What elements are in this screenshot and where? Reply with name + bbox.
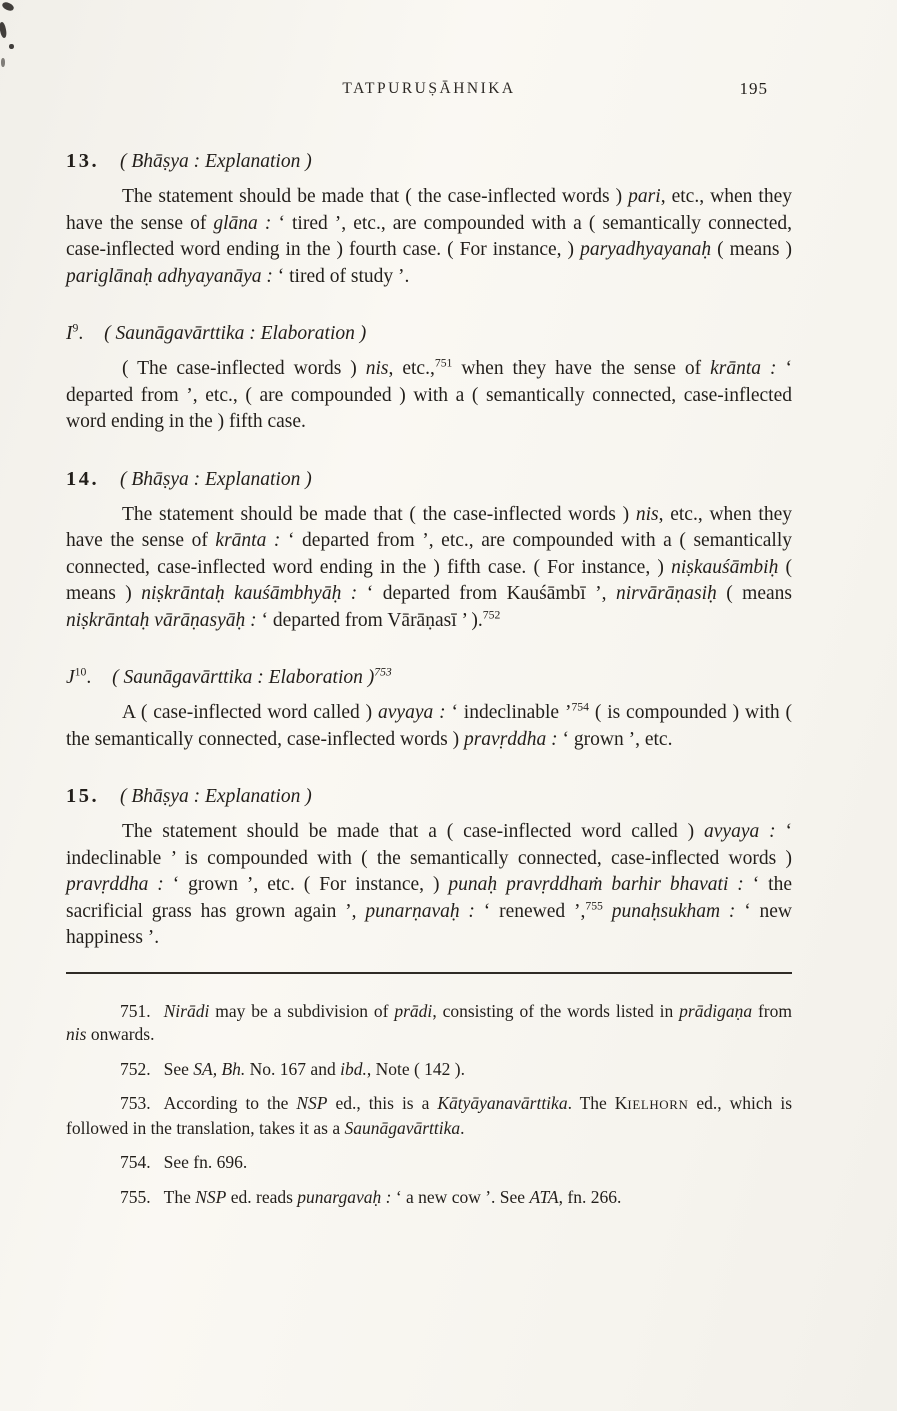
section-number: 13.: [66, 150, 100, 172]
section-heading: [66, 783, 792, 810]
footnote-number: 753.: [120, 1093, 151, 1113]
footnote-number: 751.: [120, 1000, 151, 1021]
footnote-number: 754.: [120, 1152, 151, 1172]
footnote-text: According to the NSP ed., this is a Kātyāyanavārttika. The KIELHORN ed., which is followed in the translation, takes it as a Saunāgavārttika.: [66, 1093, 793, 1138]
footnote-752: [66, 1058, 792, 1082]
scan-artifact: [1, 1, 15, 12]
footnote-divider: [66, 972, 792, 974]
page-content: [66, 0, 792, 1220]
running-title: TATPURUṢĀHNIKA: [342, 80, 516, 97]
section-title: ( Bhāṣya : Explanation ): [120, 786, 312, 807]
section-title: ( Saunāgavārttika : Elaboration )$^{753}$: [112, 665, 392, 688]
section-title: ( Bhāṣya : Explanation ): [120, 151, 312, 172]
section-14: [66, 466, 792, 635]
section-body: The statement should be made that ( the case-inflected words ) pari, etc., when they have the sense of glāna : ‘ tired ’, etc., are compounded with a ( semantically connected, case-inflected word ending in the ) fourth case. ( For instance, ) paryadhyayanaḥ ( means ) pariglānaḥ adhyayanāya : ‘ tired of study ’.: [66, 186, 792, 287]
section-heading: [66, 664, 792, 691]
page-number: 195: [739, 79, 768, 98]
footnote-754: [66, 1151, 792, 1175]
section-13: [66, 148, 792, 290]
section-number: 15.: [66, 785, 100, 807]
footnote-text: See SA, Bh. No. 167 and ibd., Note ( 142 ).: [163, 1058, 466, 1079]
section-heading: [66, 148, 792, 175]
footnote-text: See fn. 696.: [163, 1152, 248, 1172]
scan-artifact: [9, 44, 14, 49]
section-body: ( The case-inflected words ) nis, etc.,$^{751}$ when they have the sense of krānta : ‘ departed from ’, etc., ( are compounded ) with a ( semantically connected, case-inflected word ending in the ) fifth case.: [66, 356, 792, 432]
section-body: The statement should be made that ( the case-inflected words ) nis, etc., when they have the sense of krānta : ‘ departed from ’, etc., are compounded with a ( semantically connected, case-inflected word ending in the ) fifth case. ( For instance, ) niṣkauśāmbiḥ ( means ) niṣkrāntaḥ kauśāmbhyāḥ : ‘ departed from Kauśāmbī ’, nirvārāṇasiḥ ( means niṣkrāntaḥ vārāṇasyāḥ : ‘ departed from Vārāṇasī ’ ).$^{752}$: [66, 503, 793, 631]
section-heading: [66, 466, 792, 493]
section-number: $I^9$.: [66, 321, 84, 344]
section-j10: [66, 664, 792, 753]
section-heading: [66, 320, 792, 347]
scan-artifact: [1, 58, 5, 67]
page-header: [66, 80, 792, 104]
section-number: $J^{10}$.: [66, 665, 92, 688]
footnotes: [66, 1000, 792, 1210]
footnote-751: [66, 1000, 792, 1047]
footnote-number: 752.: [120, 1058, 151, 1079]
footnote-text: The NSP ed. reads punargavaḥ : ‘ a new cow ’. See ATA, fn. 266.: [163, 1186, 622, 1207]
section-15: [66, 783, 792, 952]
footnote-text: Nirādi may be a subdivision of prādi, consisting of the words listed in prādigaṇa from nis onwards.: [66, 1000, 792, 1044]
section-body: The statement should be made that a ( case-inflected word called ) avyaya : ‘ indeclinable ’ is compounded with ( the semantically connected, case-inflected words ) pravṛddha : ‘ grown ’, etc. ( For instance, ) punaḥ pravṛddhaṁ barhir bhavati : ‘ the sacrificial grass has grown again ’, punarṇavaḥ : ‘ renewed ’,$^{755}$ punaḥsukham : ‘ new happiness ’.: [66, 821, 793, 948]
section-body: A ( case-inflected word called ) avyaya : ‘ indeclinable ’$^{754}$ ( is compounded ) with ( the semantically connected, case-inflected words ) pravṛddha : ‘ grown ’, etc.: [66, 700, 792, 750]
section-title: ( Bhāṣya : Explanation ): [120, 468, 312, 490]
section-title: ( Saunāgavārttika : Elaboration ): [104, 323, 367, 344]
scan-artifact: [0, 22, 7, 39]
footnote-755: [66, 1186, 792, 1210]
footnote-753: [66, 1092, 792, 1140]
section-i9: [66, 320, 792, 436]
section-number: 14.: [66, 467, 100, 490]
footnote-number: 755.: [120, 1186, 151, 1207]
